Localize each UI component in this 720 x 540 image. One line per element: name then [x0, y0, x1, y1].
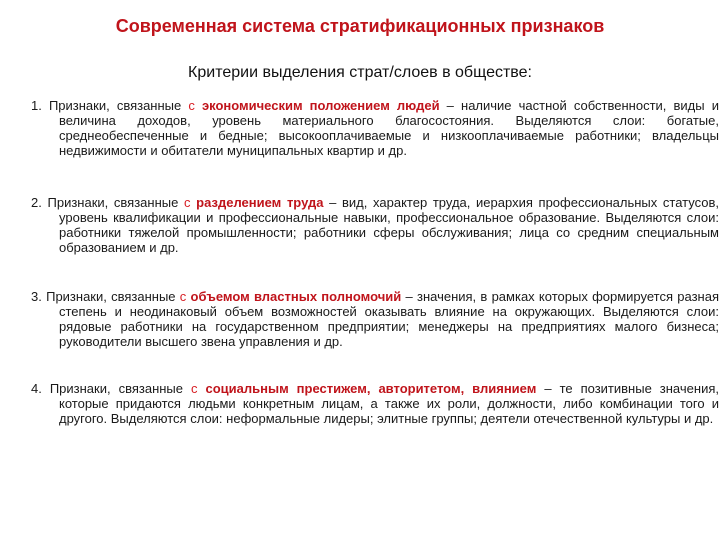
item-dash: –	[439, 98, 462, 113]
criterion-item-prestige	[31, 381, 719, 426]
criterion-item-economic	[31, 98, 719, 158]
item-dash: –	[401, 289, 417, 304]
item-connector: с	[184, 195, 191, 210]
item-lead: Признаки, связанные	[41, 98, 189, 113]
item-connector: с	[188, 98, 195, 113]
item-highlight: социальным престижем, авторитетом, влиянием	[197, 381, 537, 396]
item-dash: –	[536, 381, 560, 396]
item-body: значения, в рамках которых формируется разная степень и неодинаковый объем возможностей оказывать влияние на окружающих. Выделяются слои: рядовые работники на государственном предприятии; менеджеры на предприятиях малого бизнеса; руководители высшего звена управления и др.	[59, 289, 719, 349]
item-number: 4.	[31, 381, 42, 396]
item-body: вид, характер труда, иерархия профессиональных статусов, уровень квалификации и профессиональные навыки, профессиональное образование. Выделяются слои: работники тяжелой промышленности; работники сферы обслуживания; лица со средним специальным образованием и др.	[59, 195, 719, 255]
item-body: наличие частной собственности, виды и величина доходов, уровень материального благосостояния. Выделяются слои: богатые, среднеобеспеченные и бедные; высокооплачиваемые и низкооплачиваемые работники; владельцы недвижимости и обитатели муниципальных квартир и др.	[59, 98, 719, 158]
criterion-item-labor	[31, 195, 719, 255]
item-lead: Признаки, связанные	[41, 195, 185, 210]
criterion-item-power	[31, 289, 719, 349]
item-connector: с	[179, 289, 187, 304]
item-lead: Признаки, связанные	[41, 289, 180, 304]
item-highlight: разделением труда	[190, 195, 324, 210]
slide-title: Современная система стратификационных признаков	[115, 16, 605, 36]
slide-subtitle: Критерии выделения страт/слоев в обществе:	[188, 64, 532, 81]
item-dash: –	[323, 195, 343, 210]
item-connector: с	[191, 381, 198, 396]
item-number: 2.	[31, 195, 42, 210]
item-number: 3.	[31, 289, 42, 304]
item-highlight: экономическим положением людей	[194, 98, 440, 113]
item-number: 1.	[31, 98, 42, 113]
item-body: те позитивные значения, которые придаются людьми конкретным лицам, а также их роли, должности, либо комбинации того и другого. Выделяются слои: неформальные лидеры; элитные группы; деятели отечественной культуры и др.	[59, 381, 719, 426]
item-highlight: объемом властных полномочий	[186, 289, 402, 304]
item-lead: Признаки, связанные	[41, 381, 191, 396]
